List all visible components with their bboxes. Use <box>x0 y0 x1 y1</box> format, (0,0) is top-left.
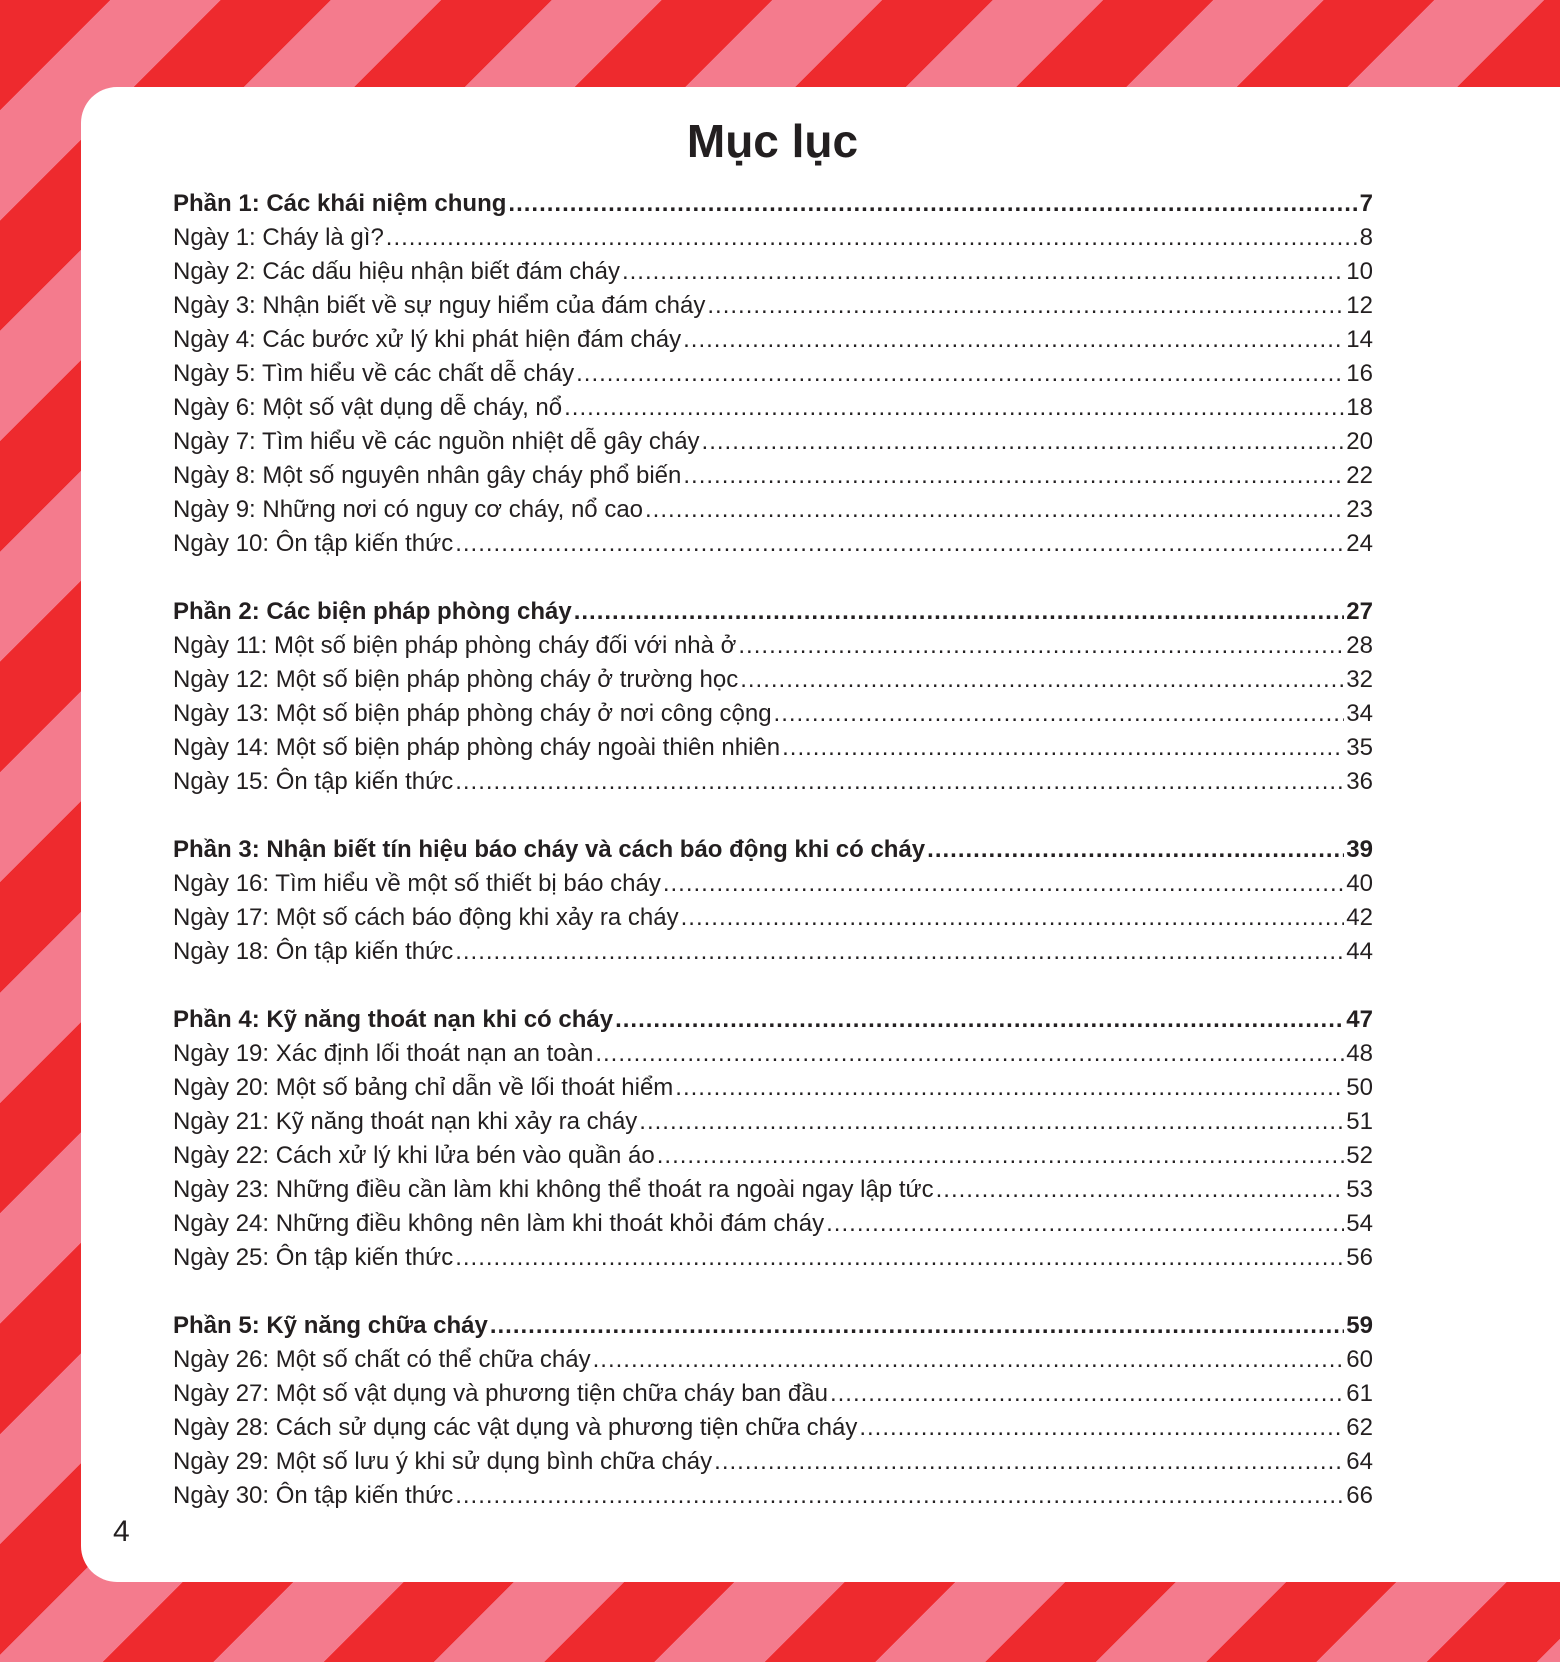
toc-item-label: Ngày 6: Một số vật dụng dễ cháy, nổ <box>173 394 563 421</box>
toc-item[interactable] <box>173 867 1373 901</box>
dot-leader <box>774 697 1345 731</box>
toc-item-label: Ngày 2: Các dấu hiệu nhận biết đám cháy <box>173 258 620 285</box>
toc-item-label: Ngày 21: Kỹ năng thoát nạn khi xảy ra cháy <box>173 1108 638 1135</box>
toc-item[interactable] <box>173 289 1373 323</box>
dot-leader <box>508 187 1357 221</box>
toc-item[interactable] <box>173 1411 1373 1445</box>
toc-item-label: Ngày 22: Cách xử lý khi lửa bén vào quần áo <box>173 1142 655 1169</box>
toc-section-5[interactable] <box>173 1309 1373 1343</box>
dot-leader <box>830 1377 1344 1411</box>
toc-page-number: 28 <box>1346 632 1373 659</box>
toc-page-number: 39 <box>1346 836 1373 863</box>
toc-item-label: Ngày 9: Những nơi có nguy cơ cháy, nổ cao <box>173 496 644 523</box>
toc-page-number: 42 <box>1346 904 1373 931</box>
toc-item-label: Ngày 14: Một số biện pháp phòng cháy ngoài thiên nhiên <box>173 734 781 761</box>
toc-item-label: Ngày 1: Cháy là gì? <box>173 224 384 251</box>
toc-page-number: 66 <box>1346 1482 1373 1509</box>
toc-item[interactable] <box>173 357 1373 391</box>
toc-page-number: 48 <box>1346 1040 1373 1067</box>
toc-item[interactable] <box>173 629 1373 663</box>
toc-item[interactable] <box>173 1139 1373 1173</box>
toc-page-number: 12 <box>1346 292 1373 319</box>
toc-section-1[interactable] <box>173 187 1373 221</box>
toc-item[interactable] <box>173 527 1373 561</box>
dot-leader <box>714 1445 1344 1479</box>
toc-page-number: 51 <box>1346 1108 1373 1135</box>
toc-item-label: Ngày 26: Một số chất có thể chữa cháy <box>173 1346 591 1373</box>
table-of-contents <box>173 187 1373 1513</box>
toc-item-label: Ngày 15: Ôn tập kiến thức <box>173 768 454 795</box>
toc-item[interactable] <box>173 255 1373 289</box>
toc-item-label: Ngày 10: Ôn tập kiến thức <box>173 530 454 557</box>
toc-item[interactable] <box>173 765 1373 799</box>
toc-item[interactable] <box>173 1173 1373 1207</box>
dot-leader <box>622 255 1344 289</box>
toc-page-number: 61 <box>1346 1380 1373 1407</box>
toc-page-number: 54 <box>1346 1210 1373 1237</box>
toc-page-number: 14 <box>1346 326 1373 353</box>
dot-leader <box>576 357 1344 391</box>
dot-leader <box>683 323 1344 357</box>
toc-page-number: 23 <box>1346 496 1373 523</box>
toc-item[interactable] <box>173 221 1373 255</box>
toc-page-number: 64 <box>1346 1448 1373 1475</box>
dot-leader <box>593 1343 1345 1377</box>
dot-leader <box>681 901 1345 935</box>
toc-page-number: 60 <box>1346 1346 1373 1373</box>
toc-item-label: Ngày 3: Nhận biết về sự nguy hiểm của đám cháy <box>173 292 706 319</box>
toc-item-label: Ngày 11: Một số biện pháp phòng cháy đối với nhà ở <box>173 632 737 659</box>
toc-item[interactable] <box>173 1377 1373 1411</box>
toc-item-label: Ngày 29: Một số lưu ý khi sử dụng bình chữa cháy <box>173 1448 713 1475</box>
page-title: Mục lục <box>686 115 859 167</box>
toc-item-label: Ngày 4: Các bước xử lý khi phát hiện đám cháy <box>173 326 682 353</box>
toc-item[interactable] <box>173 697 1373 731</box>
dot-leader <box>859 1411 1344 1445</box>
dot-leader <box>826 1207 1344 1241</box>
dot-leader <box>683 459 1344 493</box>
toc-page-number: 8 <box>1359 224 1373 251</box>
toc-item-label: Ngày 30: Ôn tập kiến thức <box>173 1482 454 1509</box>
toc-item-label: Ngày 12: Một số biện pháp phòng cháy ở trường học <box>173 666 739 693</box>
toc-page-number: 35 <box>1346 734 1373 761</box>
dot-leader <box>738 629 1344 663</box>
toc-page-number: 56 <box>1346 1244 1373 1271</box>
toc-item-label: Ngày 7: Tìm hiểu về các nguồn nhiệt dễ gây cháy <box>173 428 700 455</box>
toc-page-number: 24 <box>1346 530 1373 557</box>
dot-leader <box>702 425 1345 459</box>
toc-page-number: 20 <box>1346 428 1373 455</box>
dot-leader <box>574 595 1345 629</box>
toc-item[interactable] <box>173 1207 1373 1241</box>
toc-page-number: 59 <box>1346 1312 1373 1339</box>
toc-page-number: 16 <box>1346 360 1373 387</box>
toc-section-3[interactable] <box>173 833 1373 867</box>
dot-leader <box>490 1309 1344 1343</box>
dot-leader <box>455 527 1344 561</box>
toc-page-number: 50 <box>1346 1074 1373 1101</box>
toc-page-number: 27 <box>1346 598 1373 625</box>
dot-leader <box>564 391 1344 425</box>
toc-item[interactable] <box>173 1445 1373 1479</box>
dot-leader <box>455 765 1344 799</box>
page-number: 4 <box>113 1515 130 1548</box>
toc-page-number: 47 <box>1346 1006 1373 1033</box>
toc-page-number: 36 <box>1346 768 1373 795</box>
toc-item-label: Ngày 18: Ôn tập kiến thức <box>173 938 454 965</box>
toc-item[interactable] <box>173 1479 1373 1513</box>
dot-leader <box>595 1037 1344 1071</box>
toc-section-label: Phần 2: Các biện pháp phòng cháy <box>173 598 572 625</box>
toc-item[interactable] <box>173 391 1373 425</box>
dot-leader <box>386 221 1358 255</box>
dot-leader <box>782 731 1344 765</box>
toc-page-number: 53 <box>1346 1176 1373 1203</box>
toc-item[interactable] <box>173 663 1373 697</box>
dot-leader <box>615 1003 1344 1037</box>
toc-item[interactable] <box>173 1071 1373 1105</box>
dot-leader <box>639 1105 1344 1139</box>
toc-item-label: Ngày 5: Tìm hiểu về các chất dễ cháy <box>173 360 575 387</box>
toc-item-label: Ngày 13: Một số biện pháp phòng cháy ở nơi công cộng <box>173 700 772 727</box>
toc-item[interactable] <box>173 935 1373 969</box>
toc-section-label: Phần 1: Các khái niệm chung <box>173 190 507 217</box>
dot-leader <box>455 935 1344 969</box>
toc-page-number: 32 <box>1346 666 1373 693</box>
toc-page-number: 22 <box>1346 462 1373 489</box>
toc-item-label: Ngày 8: Một số nguyên nhân gây cháy phổ biến <box>173 462 682 489</box>
dot-leader <box>455 1479 1344 1513</box>
toc-item-label: Ngày 25: Ôn tập kiến thức <box>173 1244 454 1271</box>
toc-item-label: Ngày 28: Cách sử dụng các vật dụng và phương tiện chữa cháy <box>173 1414 858 1441</box>
toc-section-4[interactable] <box>173 1003 1373 1037</box>
dot-leader <box>927 833 1344 867</box>
toc-item[interactable] <box>173 425 1373 459</box>
toc-section-label: Phần 5: Kỹ năng chữa cháy <box>173 1312 488 1339</box>
dot-leader <box>455 1241 1344 1275</box>
toc-page-number: 52 <box>1346 1142 1373 1169</box>
toc-item-label: Ngày 19: Xác định lối thoát nạn an toàn <box>173 1040 594 1067</box>
toc-section-label: Phần 3: Nhận biết tín hiệu báo cháy và cách báo động khi có cháy <box>173 836 926 863</box>
dot-leader <box>645 493 1344 527</box>
toc-page-number: 34 <box>1346 700 1373 727</box>
dot-leader <box>740 663 1344 697</box>
toc-item[interactable] <box>173 493 1373 527</box>
dot-leader <box>707 289 1344 323</box>
dot-leader <box>663 867 1344 901</box>
toc-item-label: Ngày 23: Những điều cần làm khi không thể thoát ra ngoài ngay lập tức <box>173 1176 934 1203</box>
toc-item[interactable] <box>173 901 1373 935</box>
toc-section-label: Phần 4: Kỹ năng thoát nạn khi có cháy <box>173 1006 614 1033</box>
toc-item[interactable] <box>173 323 1373 357</box>
toc-page-number: 10 <box>1346 258 1373 285</box>
toc-item[interactable] <box>173 1343 1373 1377</box>
toc-section-2[interactable] <box>173 595 1373 629</box>
toc-item-label: Ngày 16: Tìm hiểu về một số thiết bị báo cháy <box>173 870 661 897</box>
toc-item[interactable] <box>173 459 1373 493</box>
toc-item-label: Ngày 20: Một số bảng chỉ dẫn về lối thoát hiểm <box>173 1074 674 1101</box>
toc-page-number: 7 <box>1359 190 1373 217</box>
toc-item[interactable] <box>173 1105 1373 1139</box>
toc-page-number: 18 <box>1346 394 1373 421</box>
toc-item-label: Ngày 27: Một số vật dụng và phương tiện chữa cháy ban đầu <box>173 1380 828 1407</box>
toc-item[interactable] <box>173 1241 1373 1275</box>
dot-leader <box>936 1173 1345 1207</box>
toc-page-number: 44 <box>1346 938 1373 965</box>
toc-item-label: Ngày 17: Một số cách báo động khi xảy ra cháy <box>173 904 679 931</box>
toc-item[interactable] <box>173 731 1373 765</box>
toc-page-number: 40 <box>1346 870 1373 897</box>
toc-item[interactable] <box>173 1037 1373 1071</box>
dot-leader <box>657 1139 1345 1173</box>
toc-item-label: Ngày 24: Những điều không nên làm khi thoát khỏi đám cháy <box>173 1210 825 1237</box>
dot-leader <box>675 1071 1344 1105</box>
toc-page-number: 62 <box>1346 1414 1373 1441</box>
